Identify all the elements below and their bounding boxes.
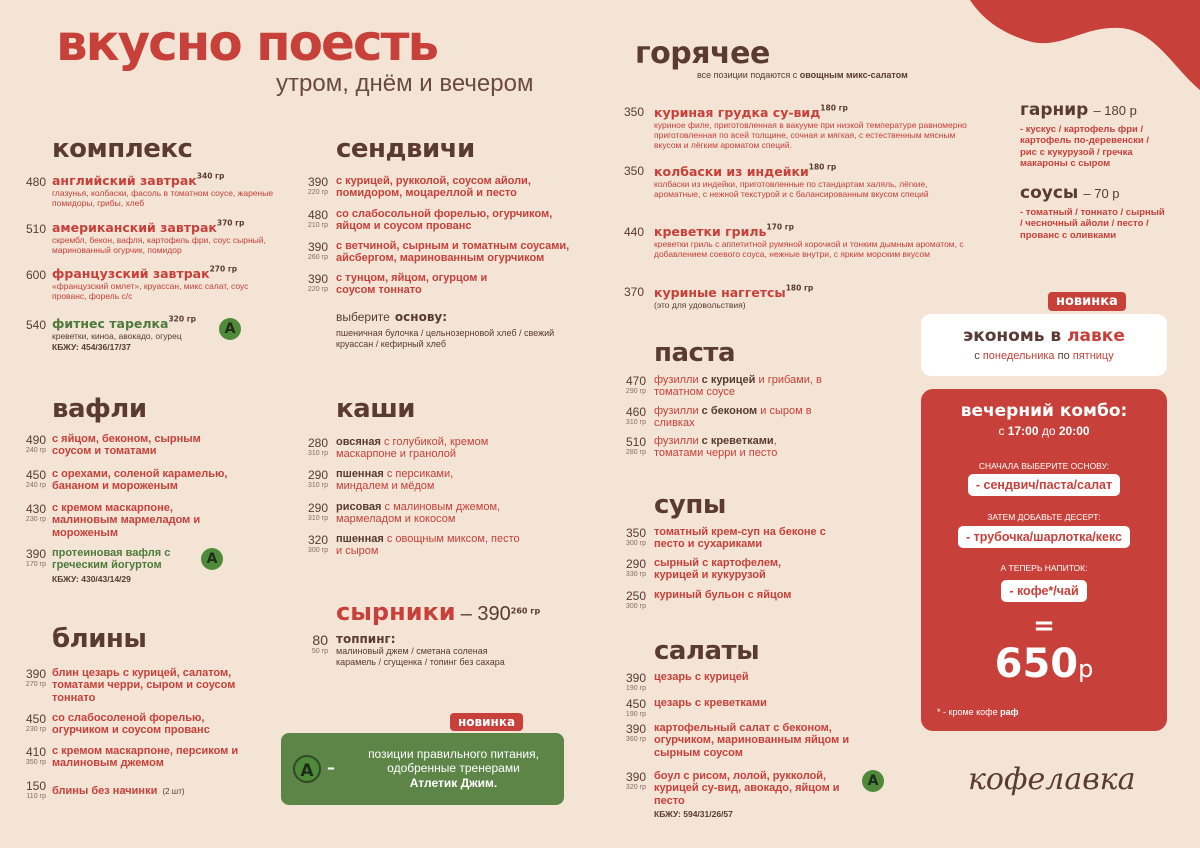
- garnish-price: – 180 р: [1093, 103, 1137, 118]
- section-title-pasta: паста: [654, 338, 736, 368]
- item-price: 600: [25, 268, 46, 282]
- syrniki-weight: 260 гр: [510, 606, 541, 616]
- item-weight: 370 гр: [216, 218, 245, 228]
- item-text: боул с рисом, лолой, рукколой, курицей су-вид, авокадо, яйцом и песто: [654, 770, 840, 807]
- item-price: 150 110 гр: [25, 779, 46, 800]
- item-text: блин цезарь с курицей, салатом, томатами черри, сыром и соусом тоннато: [52, 667, 236, 704]
- healthy-info-text: позиции правильного питания, одобренные тренерами Атлетик Джим.: [368, 747, 539, 790]
- healthy-info-box: [281, 733, 564, 805]
- item-text: овсяная с голубикой, кремом маскарпоне и гранолой: [336, 436, 489, 461]
- section-title-bliny: блины: [52, 624, 147, 654]
- item-text: с кремом маскарпоне, малиновым мармеладом и мороженым: [52, 502, 201, 539]
- item-price: 390 270 гр: [25, 667, 46, 688]
- item-text: с орехами, соленой карамелью, бананом и мороженым: [52, 468, 228, 493]
- dash: –: [327, 758, 335, 777]
- item-name: французский завтрак: [52, 266, 210, 281]
- topping-text: малиновый джем / сметана соленая карамель / сгущенка / топинг без сахара: [336, 646, 505, 667]
- garnish-header: [1020, 100, 1137, 120]
- page-subtitle: утром, днём и вечером: [276, 70, 534, 97]
- combo-time: с 17:00 до 20:00: [998, 424, 1090, 438]
- item-weight: 180 гр: [820, 103, 848, 113]
- item-text: со слабосольной форелью, огурчиком, яйцом и соусом прованс: [336, 208, 553, 233]
- item-price: 450 190 гр: [625, 697, 646, 718]
- topping-label: топпинг:: [336, 632, 396, 646]
- item-kbju: КБЖУ: 454/36/17/37: [52, 341, 131, 352]
- item-price: 390 220 гр: [307, 272, 328, 293]
- item-price: 540: [25, 318, 46, 332]
- item-price: 250 300 гр: [625, 589, 646, 610]
- item-price: 390 360 гр: [625, 722, 646, 743]
- item-price: 480: [25, 175, 46, 189]
- item-text: со слабосоленой форелью, огурчиком и соусом прованс: [52, 712, 210, 737]
- item-text: пшенная с овощным миксом, песто и сыром: [336, 533, 520, 558]
- item-weight: 180 гр: [785, 283, 814, 293]
- item-price: 370: [623, 285, 644, 299]
- item-description: скрембл, бекон, вафля, картофель фри, соус сырный, маринованный огурчик, помидор: [52, 235, 266, 255]
- item-text: с тунцом, яйцом, огурцом и соусом тоннато: [336, 272, 488, 297]
- item-name: американский завтрак: [52, 220, 217, 235]
- item-text: фузилли с курицей и грибами, в томатном соусе: [654, 374, 822, 399]
- combo-note: * - кроме кофе раф: [937, 707, 1019, 717]
- syrniki-price: – 390: [460, 603, 511, 625]
- item-text: с курицей, рукколой, соусом айоли, помидором, моцареллой и песто: [336, 175, 531, 200]
- item-text: томатный крем-суп на беконе с песто и сухариками: [654, 526, 826, 551]
- hot-subtitle: все позиции подаются с овощным микс-салатом: [697, 70, 908, 80]
- item-weight: 170 гр: [766, 222, 794, 232]
- item-name: креветки гриль: [654, 224, 767, 239]
- brand-logo: кофелавка: [968, 762, 1136, 797]
- item-price: 390 190 гр: [625, 671, 646, 692]
- item-price: 460 310 гр: [625, 405, 646, 426]
- item-text: с ветчиной, сырным и томатным соусами, айсбергом, маринованным огурчиком: [336, 240, 570, 265]
- item-kbju: КБЖУ: 430/43/14/29: [52, 573, 131, 584]
- item-description: (это для удовольствия): [654, 300, 746, 310]
- item-price: 390 320 гр: [625, 770, 646, 791]
- item-weight: 320 гр: [168, 314, 197, 324]
- fitness-badge-icon: А: [219, 318, 241, 340]
- item-weight: 180 гр: [808, 162, 837, 172]
- item-price: 320 300 гр: [307, 533, 328, 554]
- section-title-waffles: вафли: [52, 394, 147, 424]
- item-text: блины без начинки: [52, 785, 158, 797]
- sauces-price: – 70 р: [1083, 186, 1120, 201]
- item-text: рисовая с малиновым джемом, мармеладом и кокосом: [336, 501, 501, 526]
- promo-card: [921, 314, 1167, 376]
- item-text: пшенная с персиками, миндалем и мёдом: [336, 468, 454, 493]
- item-price: 470 290 гр: [625, 374, 646, 395]
- section-title-garnish: гарнир: [1020, 100, 1089, 120]
- section-title-sauces: соусы: [1020, 183, 1079, 203]
- item-price: 440: [623, 225, 644, 239]
- garnish-text: - кускус / картофель фри / картофель по-деревенски / рис с кукурузой / гречка макароны с сыром: [1020, 124, 1150, 170]
- combo-title: вечерний комбо:: [960, 401, 1128, 421]
- item-text: цезарь с курицей: [654, 671, 749, 683]
- promo-title: экономь в лавке: [963, 326, 1125, 346]
- item-description: куриное филе, приготовленная в вакууме при низкой температуре равномерно приготовленная по всей толщине, сочная и мягкая, с естественным мясным вкусом и лёгким ароматом специй.: [654, 120, 967, 150]
- item-name: фитнес тарелка: [52, 316, 169, 331]
- sandwich-base-choice: [336, 306, 556, 350]
- item-text: фузилли с креветками, томатами черри и песто: [654, 435, 778, 460]
- fitness-badge-icon: А: [201, 548, 223, 570]
- evening-combo-card: [921, 389, 1167, 731]
- choose-text: пшеничная булочка / цельнозерновой хлеб / свежий круассан / кефирный хлеб: [336, 328, 555, 349]
- section-title-sandwiches: сендвичи: [336, 134, 475, 164]
- item-price: 510 280 гр: [625, 435, 646, 456]
- section-title-kompleks: комплекс: [52, 134, 193, 164]
- item-name: колбаски из индейки: [654, 164, 809, 179]
- promo-subtitle: с понедельника по пятницу: [974, 350, 1114, 362]
- item-text: с яйцом, беконом, сырным соусом и томатами: [52, 433, 201, 458]
- item-price: 290 310 гр: [307, 501, 328, 522]
- fitness-badge-icon: А: [862, 770, 884, 792]
- combo-step-2: ЗАТЕМ ДОБАВЬТЕ ДЕСЕРТ:: [987, 512, 1101, 522]
- item-text: сырный с картофелем, курицей и кукурузой: [654, 557, 782, 582]
- item-description: глазунья, колбаски, фасоль в томатном соусе, жареные помидоры, грибы, хлеб: [52, 188, 274, 208]
- combo-step-1: СНАЧАЛА ВЫБЕРИТЕ ОСНОВУ:: [978, 461, 1110, 471]
- section-title-soups: супы: [654, 490, 726, 520]
- item-weight: 270 гр: [209, 264, 238, 274]
- sauces-text: - томатный / тоннато / сырный / чесночный айоли / песто / прованс с оливками: [1020, 207, 1165, 241]
- fitness-badge-icon: А: [293, 755, 321, 783]
- item-description: креветки, киноа, авокадо, огурец: [52, 331, 182, 341]
- item-note: (2 шт): [162, 787, 185, 796]
- combo-equals: =: [1033, 611, 1055, 641]
- item-price: 290 330 гр: [625, 557, 646, 578]
- item-price: 280 310 гр: [307, 436, 328, 457]
- item-name: куриная грудка су-вид: [654, 105, 821, 120]
- item-name: куриные наггетсы: [654, 285, 786, 300]
- section-title-syrniki: сырники: [336, 598, 456, 626]
- item-name: английский завтрак: [52, 173, 197, 188]
- choose-label: выберите: [336, 310, 390, 324]
- combo-price: 650р: [994, 641, 1094, 687]
- item-price: 430 230 гр: [25, 502, 46, 523]
- item-price: 410 350 гр: [25, 745, 46, 766]
- item-text: куриный бульон с яйцом: [654, 589, 792, 601]
- item-text: протеиновая вафля с греческим йогуртом: [52, 547, 171, 572]
- item-price: 350: [623, 105, 644, 119]
- combo-option-base: - сендвич/паста/салат: [968, 474, 1120, 496]
- item-price: 290 310 гр: [307, 468, 328, 489]
- section-title-salads: салаты: [654, 636, 760, 666]
- item-price: 480 210 гр: [307, 208, 328, 229]
- section-title-hot: горячее: [635, 36, 770, 71]
- new-tag: новинка: [450, 713, 523, 731]
- item-text: цезарь с креветками: [654, 697, 767, 709]
- combo-option-drink: - кофе*/чай: [1001, 580, 1086, 602]
- topping-price: 80 50 гр: [311, 632, 328, 655]
- item-price: 490 240 гр: [25, 433, 46, 454]
- item-price: 450 240 гр: [25, 468, 46, 489]
- section-title-kashi: каши: [336, 394, 416, 424]
- item-price: 450 230 гр: [25, 712, 46, 733]
- item-price: 350: [623, 164, 644, 178]
- item-price: 510: [25, 222, 46, 236]
- item-price: 390 170 гр: [25, 547, 46, 568]
- item-description: «французский омлет», круассан, микс салат, соус прованс, форель с/с: [52, 281, 249, 301]
- sauces-header: [1020, 183, 1120, 203]
- syrniki-header: [336, 598, 540, 626]
- page-title: вкусно поесть: [56, 14, 438, 72]
- item-text: картофельный салат с беконом, огурчиком, маринованным яйцом и сырным соусом: [654, 722, 850, 759]
- combo-option-dessert: - трубочка/шарлотка/кекс: [958, 526, 1130, 548]
- item-price: 390 220 гр: [307, 175, 328, 196]
- item-price: 390 260 гр: [307, 240, 328, 261]
- item-text: с кремом маскарпоне, персиком и малиновым джемом: [52, 745, 239, 770]
- item-kbju: КБЖУ: 594/31/26/57: [654, 808, 733, 819]
- item-description: колбаски из индейки, приготовленные по стандартам халяль, лёгкие, ароматные, с нежной текстурой и с балансированным вкусом специй: [654, 179, 929, 199]
- item-description: креветки гриль с аппетитной румяной корочкой и тонким дымным ароматом, с добавлением соевого соуса, нежные внутри, с ярким морским вкусом: [654, 239, 964, 259]
- item-text: фузилли с беконом и сыром в сливках: [654, 405, 812, 430]
- decorative-blob: [970, 0, 1200, 95]
- choose-bold: основу:: [394, 310, 448, 324]
- combo-step-3: А ТЕПЕРЬ НАПИТОК:: [1000, 563, 1088, 573]
- item-price: 350 300 гр: [625, 526, 646, 547]
- item-weight: 340 гр: [196, 171, 225, 181]
- new-tag: новинка: [1048, 292, 1126, 311]
